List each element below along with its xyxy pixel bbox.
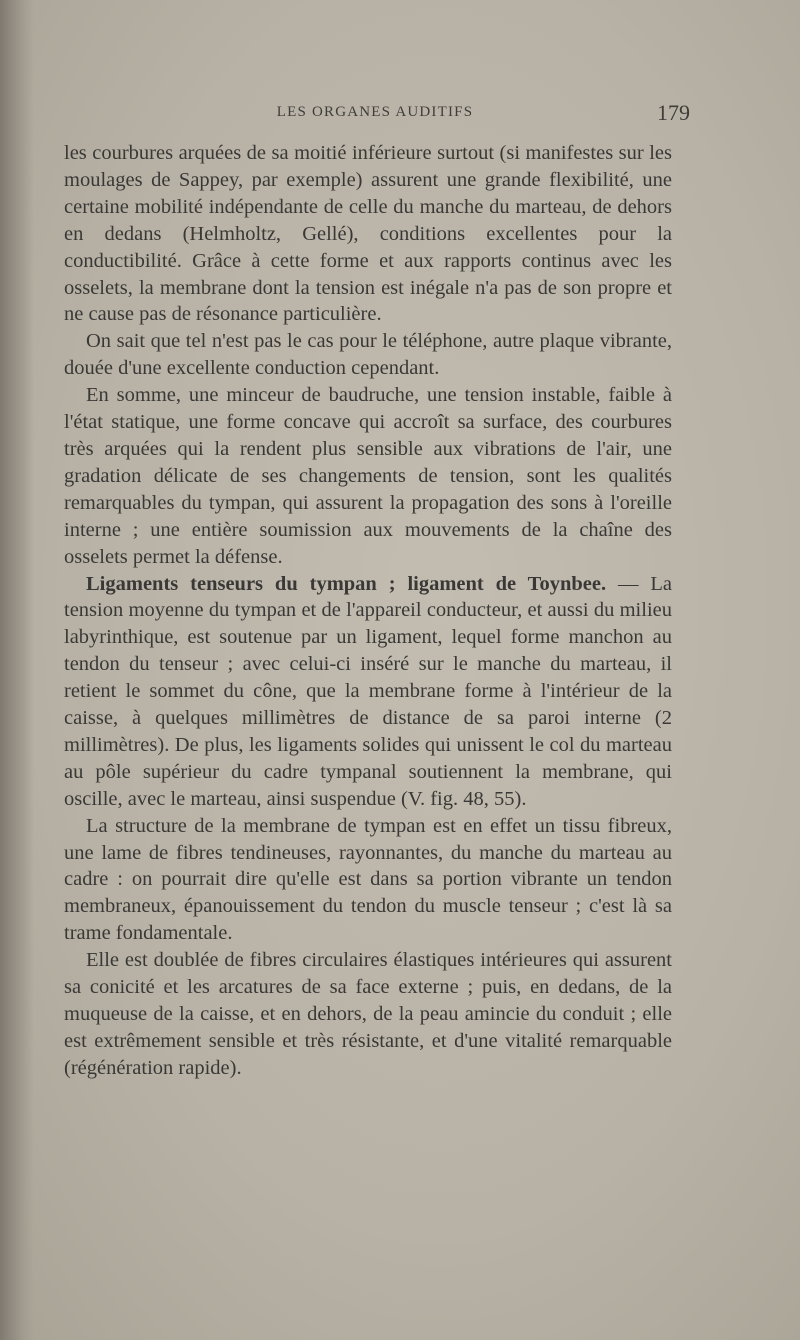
paragraph-text: les courbures arquées de sa moitié inférieure surtout (si manifestes sur les moulages de Sappey, par exemple) assurent une grande flexibilité, une certaine mobilité indépendante de celle du manche du marteau, de dehors en dedans (Helmholtz, Gellé), conditions excellentes pour la conductibilité. Grâce à cette forme et aux rapports continus avec les osselets, la membrane dont la tension est inégale n'a pas de son propre et ne cause pas de résonance particulière. — [64, 142, 672, 326]
paragraph — [64, 947, 672, 1082]
page-number: 179 — [657, 100, 690, 125]
paragraph — [64, 140, 672, 328]
paragraph — [64, 571, 672, 813]
running-head: LES ORGANES AUDITIFS — [276, 104, 474, 120]
paragraph-text: En somme, une minceur de baudruche, une tension instable, faible à l'état statique, une forme concave qui accroît sa surface, des courbures très arquées qui la rendent plus sensible aux vibrations de l'air, une gradation délicate de ses changements de tension, sont les qualités remarquables du tympan, qui assurent la propagation des sons à l'oreille interne ; une entière soumission aux mouvements de la chaîne des osselets permet la défense. — [64, 384, 672, 568]
paragraph-text: — La tension moyenne du tympan et de l'appareil conducteur, et aussi du milieu labyrinthique, est soutenue par un ligament, lequel forme manchon au tendon du tenseur ; avec celui-ci inséré sur le manche du marteau, il retient le sommet du cône, que la membrane forme à l'intérieur de la caisse, à quelques millimètres de distance de sa paroi interne (2 millimètres). De plus, les ligaments solides qui unissent le col du marteau au pôle supérieur du cadre tympanal soutiennent la membrane, qui oscille, avec le marteau, ainsi suspendue (V. fig. 48, 55). — [64, 572, 672, 810]
body-text — [64, 140, 672, 1082]
paragraph — [64, 382, 672, 570]
binding-shadow — [0, 0, 34, 1340]
paragraph-text: Elle est doublée de fibres circulaires élastiques intérieures qui assurent sa conicité et les arcatures de sa face externe ; puis, en dedans, de la muqueuse de la caisse, et en dehors, de la peau amincie du conduit ; elle est extrêmement sensible et très résistante, et d'une vitalité remarquable (régénération rapide). — [64, 949, 672, 1079]
page-header — [60, 100, 690, 130]
paragraph-text: La structure de la membrane de tympan est en effet un tissu fibreux, une lame de fibres tendineuses, rayonnantes, du manche du marteau au cadre : on pourrait dire qu'elle est dans sa portion vibrante un tendon membraneux, épanouissement du tendon du muscle tenseur ; c'est là sa trame fondamentale. — [64, 814, 672, 945]
paragraph-text: On sait que tel n'est pas le cas pour le téléphone, autre plaque vibrante, douée d'une excellente conduction cependant. — [64, 330, 672, 380]
paragraph — [64, 328, 672, 382]
paragraph — [64, 813, 672, 948]
section-heading: Ligaments tenseurs du tympan ; ligament de Toynbee. — [86, 572, 607, 595]
